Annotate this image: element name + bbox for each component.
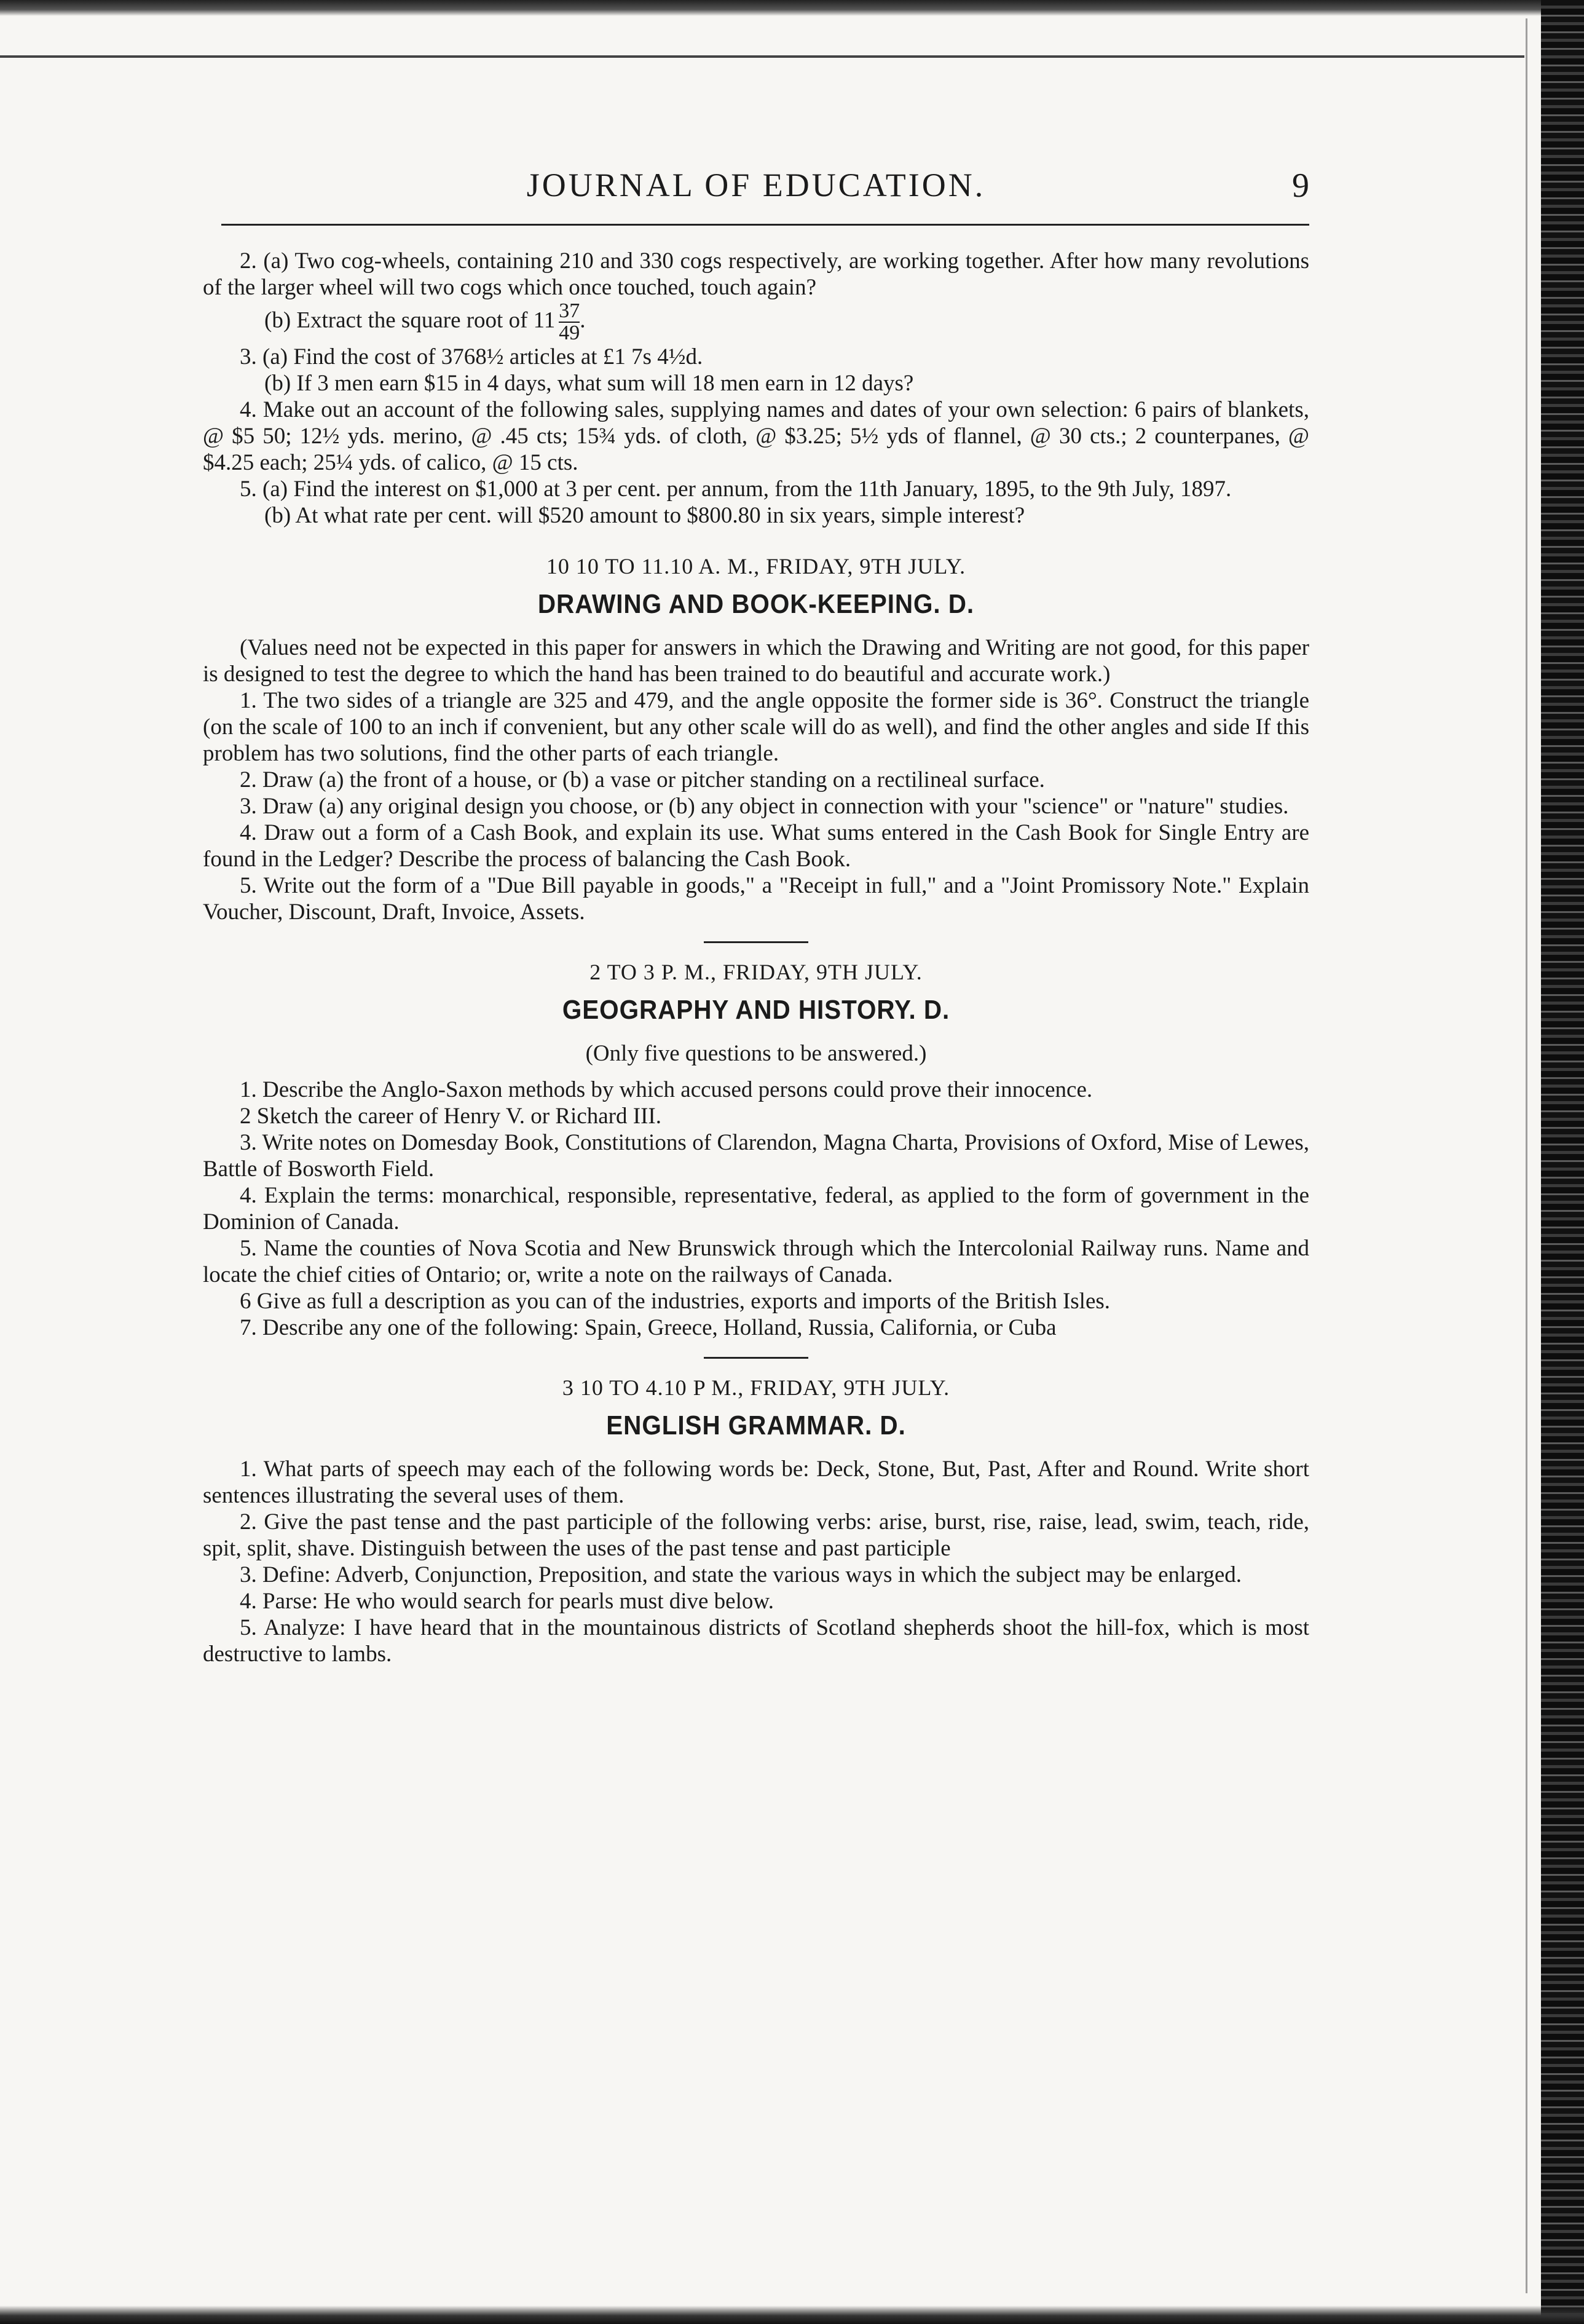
question-1: 1. The two sides of a triangle are 325 and 479, and the angle opposite the former side is 36°. Construct the triangle (on the scale of 100 to an inch if convenient, but any other scale will do as well), and find the other angles and side If this problem has two solutions, find the other parts of each triangle. <box>203 688 1309 766</box>
question-3: 3. Define: Adverb, Conjunction, Preposition, and state the various ways in which the subject may be enlarged. <box>240 1562 1242 1587</box>
section-divider <box>704 941 808 943</box>
header-rule <box>221 224 1309 226</box>
section-time: 2 TO 3 P. M., FRIDAY, 9TH JULY. <box>589 960 923 984</box>
question-2: 2. Give the past tense and the past participle of the following verbs: arise, burst, rise, raise, lead, swim, teach, ride, spit, split, shave. Distinguish between the uses of the past tense and past participle <box>203 1509 1309 1561</box>
scan-rule-top <box>0 55 1524 58</box>
arithmetic-questions <box>203 248 1309 529</box>
question-5: 5. Analyze: I have heard that in the mountainous districts of Scotland shepherds shoot the hill-fox, which is most destructive to lambs. <box>203 1615 1309 1667</box>
fraction-numerator: 37 <box>559 299 580 322</box>
question-4: 4. Parse: He who would search for pearls must dive below. <box>240 1589 774 1614</box>
journal-title: JOURNAL OF EDUCATION. <box>526 167 986 204</box>
section-title: ENGLISH GRAMMAR. D. <box>606 1410 906 1441</box>
question-5: 5. Write out the form of a "Due Bill payable in goods," a "Receipt in full," and a "Joint Promissory Note." Explain Voucher, Discount, Draft, Invoice, Assets. <box>203 873 1309 925</box>
section-grammar <box>203 1375 1309 1667</box>
scan-border-bottom <box>0 2306 1584 2324</box>
section-note: (Values need not be expected in this paper for answers in which the Drawing and Writing are not good, for this paper is designed to test the degree to which the hand has been trained to do beautiful and accurate work.) <box>203 635 1309 687</box>
section-note: (Only five questions to be answered.) <box>585 1041 927 1066</box>
fraction-suffix: . <box>580 307 586 333</box>
question-5b: (b) At what rate per cent. will $520 amount to $800.80 in six years, simple interest? <box>264 503 1025 528</box>
question-5: 5. Name the counties of Nova Scotia and New Brunswick through which the Intercolonial Railway runs. Name and locate the chief cities of Ontario; or, write a note on the railways of Canada. <box>203 1236 1309 1287</box>
question-6: 6 Give as full a description as you can of the industries, exports and imports of the British Isles. <box>240 1289 1111 1314</box>
question-4: 4. Explain the terms: monarchical, responsible, representative, federal, as applied to the form of government in the Dominion of Canada. <box>203 1183 1309 1235</box>
fraction <box>559 301 580 344</box>
question-2: 2. Draw (a) the front of a house, or (b) a vase or pitcher standing on a rectilineal surface. <box>240 767 1045 792</box>
question-1: 1. What parts of speech may each of the following words be: Deck, Stone, But, Past, After and Round. Write short sentences illustrating the several uses of them. <box>203 1456 1309 1508</box>
question-2a: 2. (a) Two cog-wheels, containing 210 and 330 cogs respectively, are working together. After how many revolutions of the larger wheel will two cogs which once touched, touch again? <box>203 248 1309 300</box>
section-time: 10 10 TO 11.10 A. M., FRIDAY, 9TH JULY. <box>546 554 966 579</box>
question-2b-text: (b) Extract the square root of 11 <box>264 307 556 333</box>
question-4: 4. Make out an account of the following sales, supplying names and dates of your own selection: 6 pairs of blankets, @ $5 50; 12½ yds. merino, @ .45 cts; 15¾ yds. of cloth, @ $3.25; 5½ yds of flannel, @ 30 cts.; 2 counterpanes, @ $4.25 each; 25¼ yds. of calico, @ 15 cts. <box>203 397 1309 475</box>
question-3: 3. Write notes on Domesday Book, Constitutions of Clarendon, Magna Charta, Provisions of Oxford, Mise of Lewes, Battle of Bosworth Field. <box>203 1130 1309 1182</box>
section-geography <box>203 959 1309 1341</box>
question-7: 7. Describe any one of the following: Spain, Greece, Holland, Russia, California, or Cuba <box>240 1315 1057 1340</box>
question-4: 4. Draw out a form of a Cash Book, and explain its use. What sums entered in the Cash Book for Single Entry are found in the Ledger? Describe the process of balancing the Cash Book. <box>203 820 1309 872</box>
section-drawing <box>203 553 1309 925</box>
page-number: 9 <box>1292 167 1309 205</box>
scan-margin-line <box>1526 18 1527 2293</box>
question-5a: 5. (a) Find the interest on $1,000 at 3 per cent. per annum, from the 11th January, 1895, to the 9th July, 1897. <box>240 476 1232 502</box>
section-divider <box>704 1357 808 1359</box>
scan-border-top <box>0 0 1584 16</box>
question-3a: 3. (a) Find the cost of 3768½ articles at £1 7s 4½d. <box>240 344 703 370</box>
question-3b: (b) If 3 men earn $15 in 4 days, what sum will 18 men earn in 12 days? <box>264 371 914 396</box>
question-1: 1. Describe the Anglo-Saxon methods by which accused persons could prove their innocence. <box>240 1077 1093 1102</box>
scan-border-right <box>1541 0 1584 2324</box>
fraction-denominator: 49 <box>559 322 580 344</box>
page-header <box>203 166 1309 215</box>
question-3: 3. Draw (a) any original design you choose, or (b) any object in connection with your "science" or "nature" studies. <box>240 794 1289 819</box>
section-title: GEOGRAPHY AND HISTORY. D. <box>562 995 950 1025</box>
section-time: 3 10 TO 4.10 P M., FRIDAY, 9TH JULY. <box>562 1375 950 1400</box>
section-title: DRAWING AND BOOK-KEEPING. D. <box>537 589 975 619</box>
journal-page <box>203 166 1309 1667</box>
question-2: 2 Sketch the career of Henry V. or Richard III. <box>240 1104 661 1129</box>
question-2b <box>203 301 1309 344</box>
